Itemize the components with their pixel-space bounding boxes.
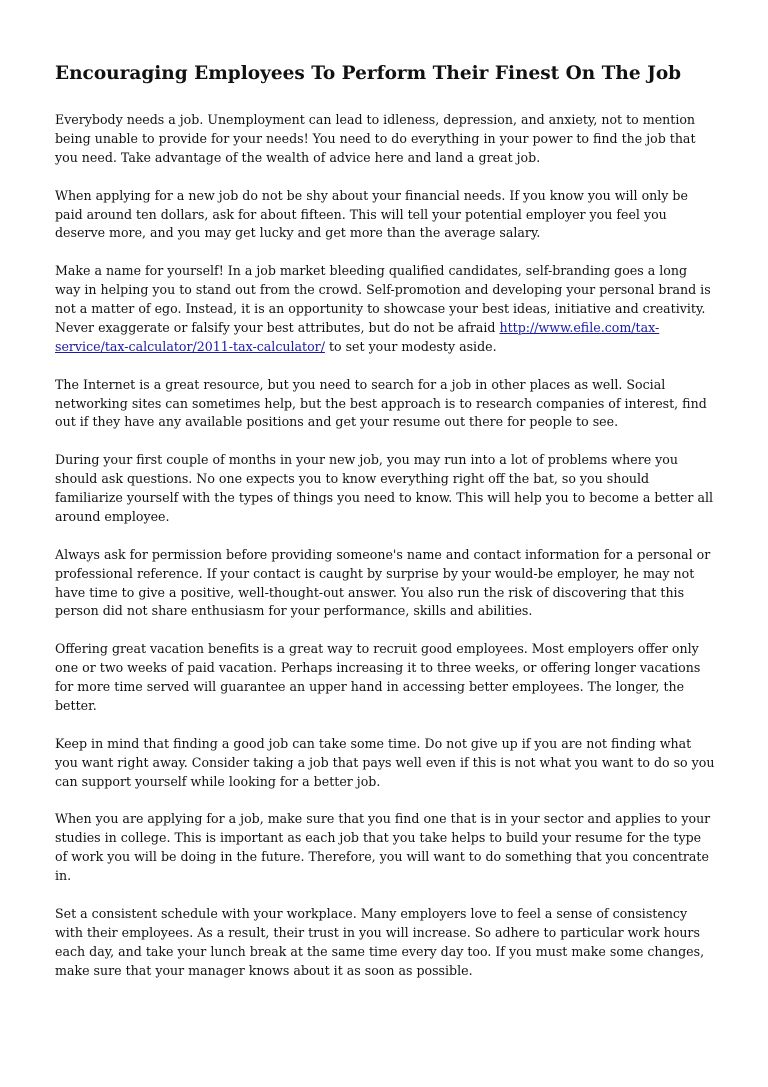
paragraph-3-text-after: to set your modesty aside. — [324, 338, 497, 354]
tax-calculator-link[interactable]: http://www.efile.com/tax-service/tax-calculator/2011-tax-calculator/ — [55, 319, 660, 354]
document-title: Encouraging Employees To Perform Their Finest On The Job — [55, 63, 682, 84]
paragraph-3 — [55, 262, 715, 357]
paragraph-5: During your first couple of months in your new job, you may run into a lot of problems where you should ask questions. No one expects you to know everything right off the bat, so you should familiarize yourself with the types of things you need to know. This will help you to become a better all around employee. — [55, 452, 714, 524]
paragraph-3-text-before: Make a name for yourself! In a job market bleeding qualified candidates, self-branding goes a long way in helping you to stand out from the crowd. Self-promotion and developing your personal brand is not a matter of ego. Instead, it is an opportunity to showcase your best ideas, initiative and creativity. Never exaggerate or falsify your best attributes, but do not be afraid — [55, 263, 711, 335]
paragraph-1: Everybody needs a job. Unemployment can lead to idleness, depression, and anxiety, not to mention being unable to provide for your needs! You need to do everything in your power to find the job that you need. Take advantage of the wealth of advice here and land a great job. — [55, 112, 696, 165]
paragraph-10: Set a consistent schedule with your workplace. Many employers love to feel a sense of consistency with their employees. As a result, their trust in you will increase. So adhere to particular work hours each day, and take your lunch break at the same time every day too. If you must make some changes, make sure that your manager knows about it as soon as possible. — [55, 905, 705, 978]
paragraph-4: The Internet is a great resource, but you need to search for a job in other places as well. Social networking sites can sometimes help, but the best approach is to research companies of interest, find out if they have any available positions and get your resume out there for people to see. — [55, 376, 707, 430]
paragraph-9: When you are applying for a job, make sure that you find one that is in your sector and applies to your studies in college. This is important as each job that you take helps to build your resume for the type of work you will be doing in the future. Therefore, you will want to do something that you concentrate in. — [55, 811, 711, 884]
paragraph-7: Offering great vacation benefits is a great way to recruit good employees. Most employers offer only one or two weeks of paid vacation. Perhaps increasing it to three weeks, or offering longer vacations for more time served will guarantee an upper hand in accessing better employees. The longer, the better. — [55, 641, 701, 713]
document-page — [55, 62, 715, 999]
paragraph-8: Keep in mind that finding a good job can take some time. Do not give up if you are not finding what you want right away. Consider taking a job that pays well even if this is not what you want to do so you can support yourself while looking for a better job. — [55, 735, 715, 789]
paragraph-6: Always ask for permission before providing someone's name and contact information for a personal or professional reference. If your contact is caught by surprise by your would-be employer, he may not have time to give a positive, well-thought-out answer. You also run the risk of discovering that this person did not share enthusiasm for your performance, skills and abilities. — [55, 546, 711, 619]
paragraph-2: When applying for a new job do not be shy about your financial needs. If you know you will only be paid around ten dollars, ask for about fifteen. This will tell your potential employer you feel you deserve more, and you may get lucky and get more than the average salary. — [55, 187, 688, 241]
